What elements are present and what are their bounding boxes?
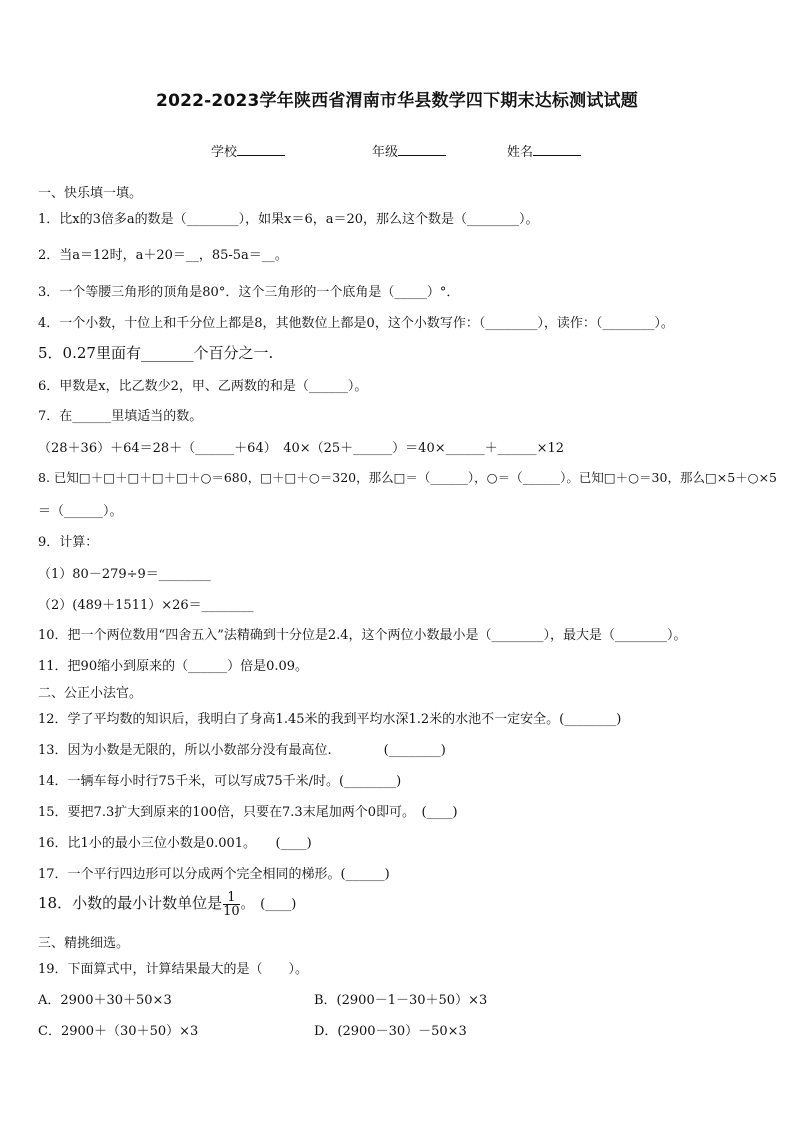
question-2: 2．当a＝12时，a＋20＝__，85-5a＝__。 [38, 248, 288, 263]
school-blank [237, 142, 285, 156]
question-9-part-1: （1）80－279÷9＝________ [38, 567, 211, 582]
option-a: A．2900＋30＋50×3 [38, 993, 172, 1008]
name-field [507, 141, 581, 160]
question-19: 19．下面算式中，计算结果最大的是（ ）。 [38, 962, 309, 977]
question-9-part-2: （2）(489＋1511）×26＝________ [38, 598, 254, 613]
grade-blank [398, 142, 446, 156]
question-15: 15．要把7.3扩大到原来的100倍，只要在7.3末尾加两个0即可。 (____) [38, 805, 458, 820]
section-heading-2: 二、公正小法官。 [38, 686, 143, 701]
name-label: 姓名 [507, 145, 534, 160]
question-6: 6．甲数是x，比乙数少2，甲、乙两数的和是（______）。 [38, 379, 368, 394]
question-8-continued: ＝（______）。 [38, 504, 123, 519]
name-blank [533, 142, 581, 156]
option-c: C．2900＋（30＋50）×3 [38, 1024, 199, 1039]
question-8: 8. 已知□＋□＋□＋□＋□＋○＝680，□＋□＋○＝320，那么□＝（______），○＝（______）。已知□＋○＝30，那么□×5＋○×5 [38, 470, 778, 485]
question-7: 7．在______里填适当的数。 [38, 409, 203, 424]
question-18 [38, 891, 296, 918]
option-d: D．(2900－30）－50×3 [314, 1024, 467, 1039]
fraction-one-tenth [223, 891, 240, 918]
question-14: 14．一辆车每小时行75千米，可以写成75千米/时。(________) [38, 774, 402, 789]
question-1: 1．比x的3倍多a的数是（________），如果x＝6，a＝20，那么这个数是（________）。 [38, 212, 539, 227]
page-title: 2022-2023学年陕西省渭南市华县数学四下期末达标测试试题 [156, 91, 638, 111]
question-12: 12．学了平均数的知识后，我明白了身高1.45米的我到平均水深1.2米的水池不一定安全。(________) [38, 712, 622, 727]
section-heading-1: 一、快乐填一填。 [38, 186, 143, 201]
question-4: 4．一个小数，十位上和千分位上都是8，其他数位上都是0，这个小数写作：（________），读作：（________）。 [38, 316, 674, 331]
section-heading-3: 三、精挑细选。 [38, 936, 130, 951]
grade-field [372, 141, 446, 160]
fraction-numerator: 1 [223, 891, 240, 905]
school-field [211, 141, 285, 160]
question-13: 13．因为小数是无限的，所以小数部分没有最高位. (________) [38, 743, 446, 758]
question-7-equations: （28＋36）＋64＝28＋（______＋64） 40×（25＋______）＝40×______＋______×12 [38, 441, 565, 456]
question-3: 3．一个等腰三角形的顶角是80°．这个三角形的一个底角是（_____）°． [38, 285, 460, 300]
question-17: 17．一个平行四边形可以分成两个完全相同的梯形。(______) [38, 867, 390, 882]
question-11: 11．把90缩小到原来的（______）倍是0.09。 [38, 659, 309, 674]
question-5: 5．0.27里面有_______个百分之一. [38, 344, 274, 362]
question-18-text: 18．小数的最小计数单位是 [38, 894, 223, 912]
school-label: 学校 [211, 145, 238, 160]
question-9: 9．计算： [38, 535, 99, 550]
grade-label: 年级 [372, 145, 399, 160]
option-b: B．(2900－1－30＋50）×3 [314, 993, 488, 1008]
question-10: 10．把一个两位数用“四舍五入”法精确到十分位是2.4，这个两位小数最小是（________），最大是（________）。 [38, 628, 687, 643]
question-16: 16．比1小的最小三位小数是0.001。 (____) [38, 836, 312, 851]
question-18-answer: 。 (____) [240, 897, 297, 912]
fraction-denominator: 10 [223, 904, 240, 919]
